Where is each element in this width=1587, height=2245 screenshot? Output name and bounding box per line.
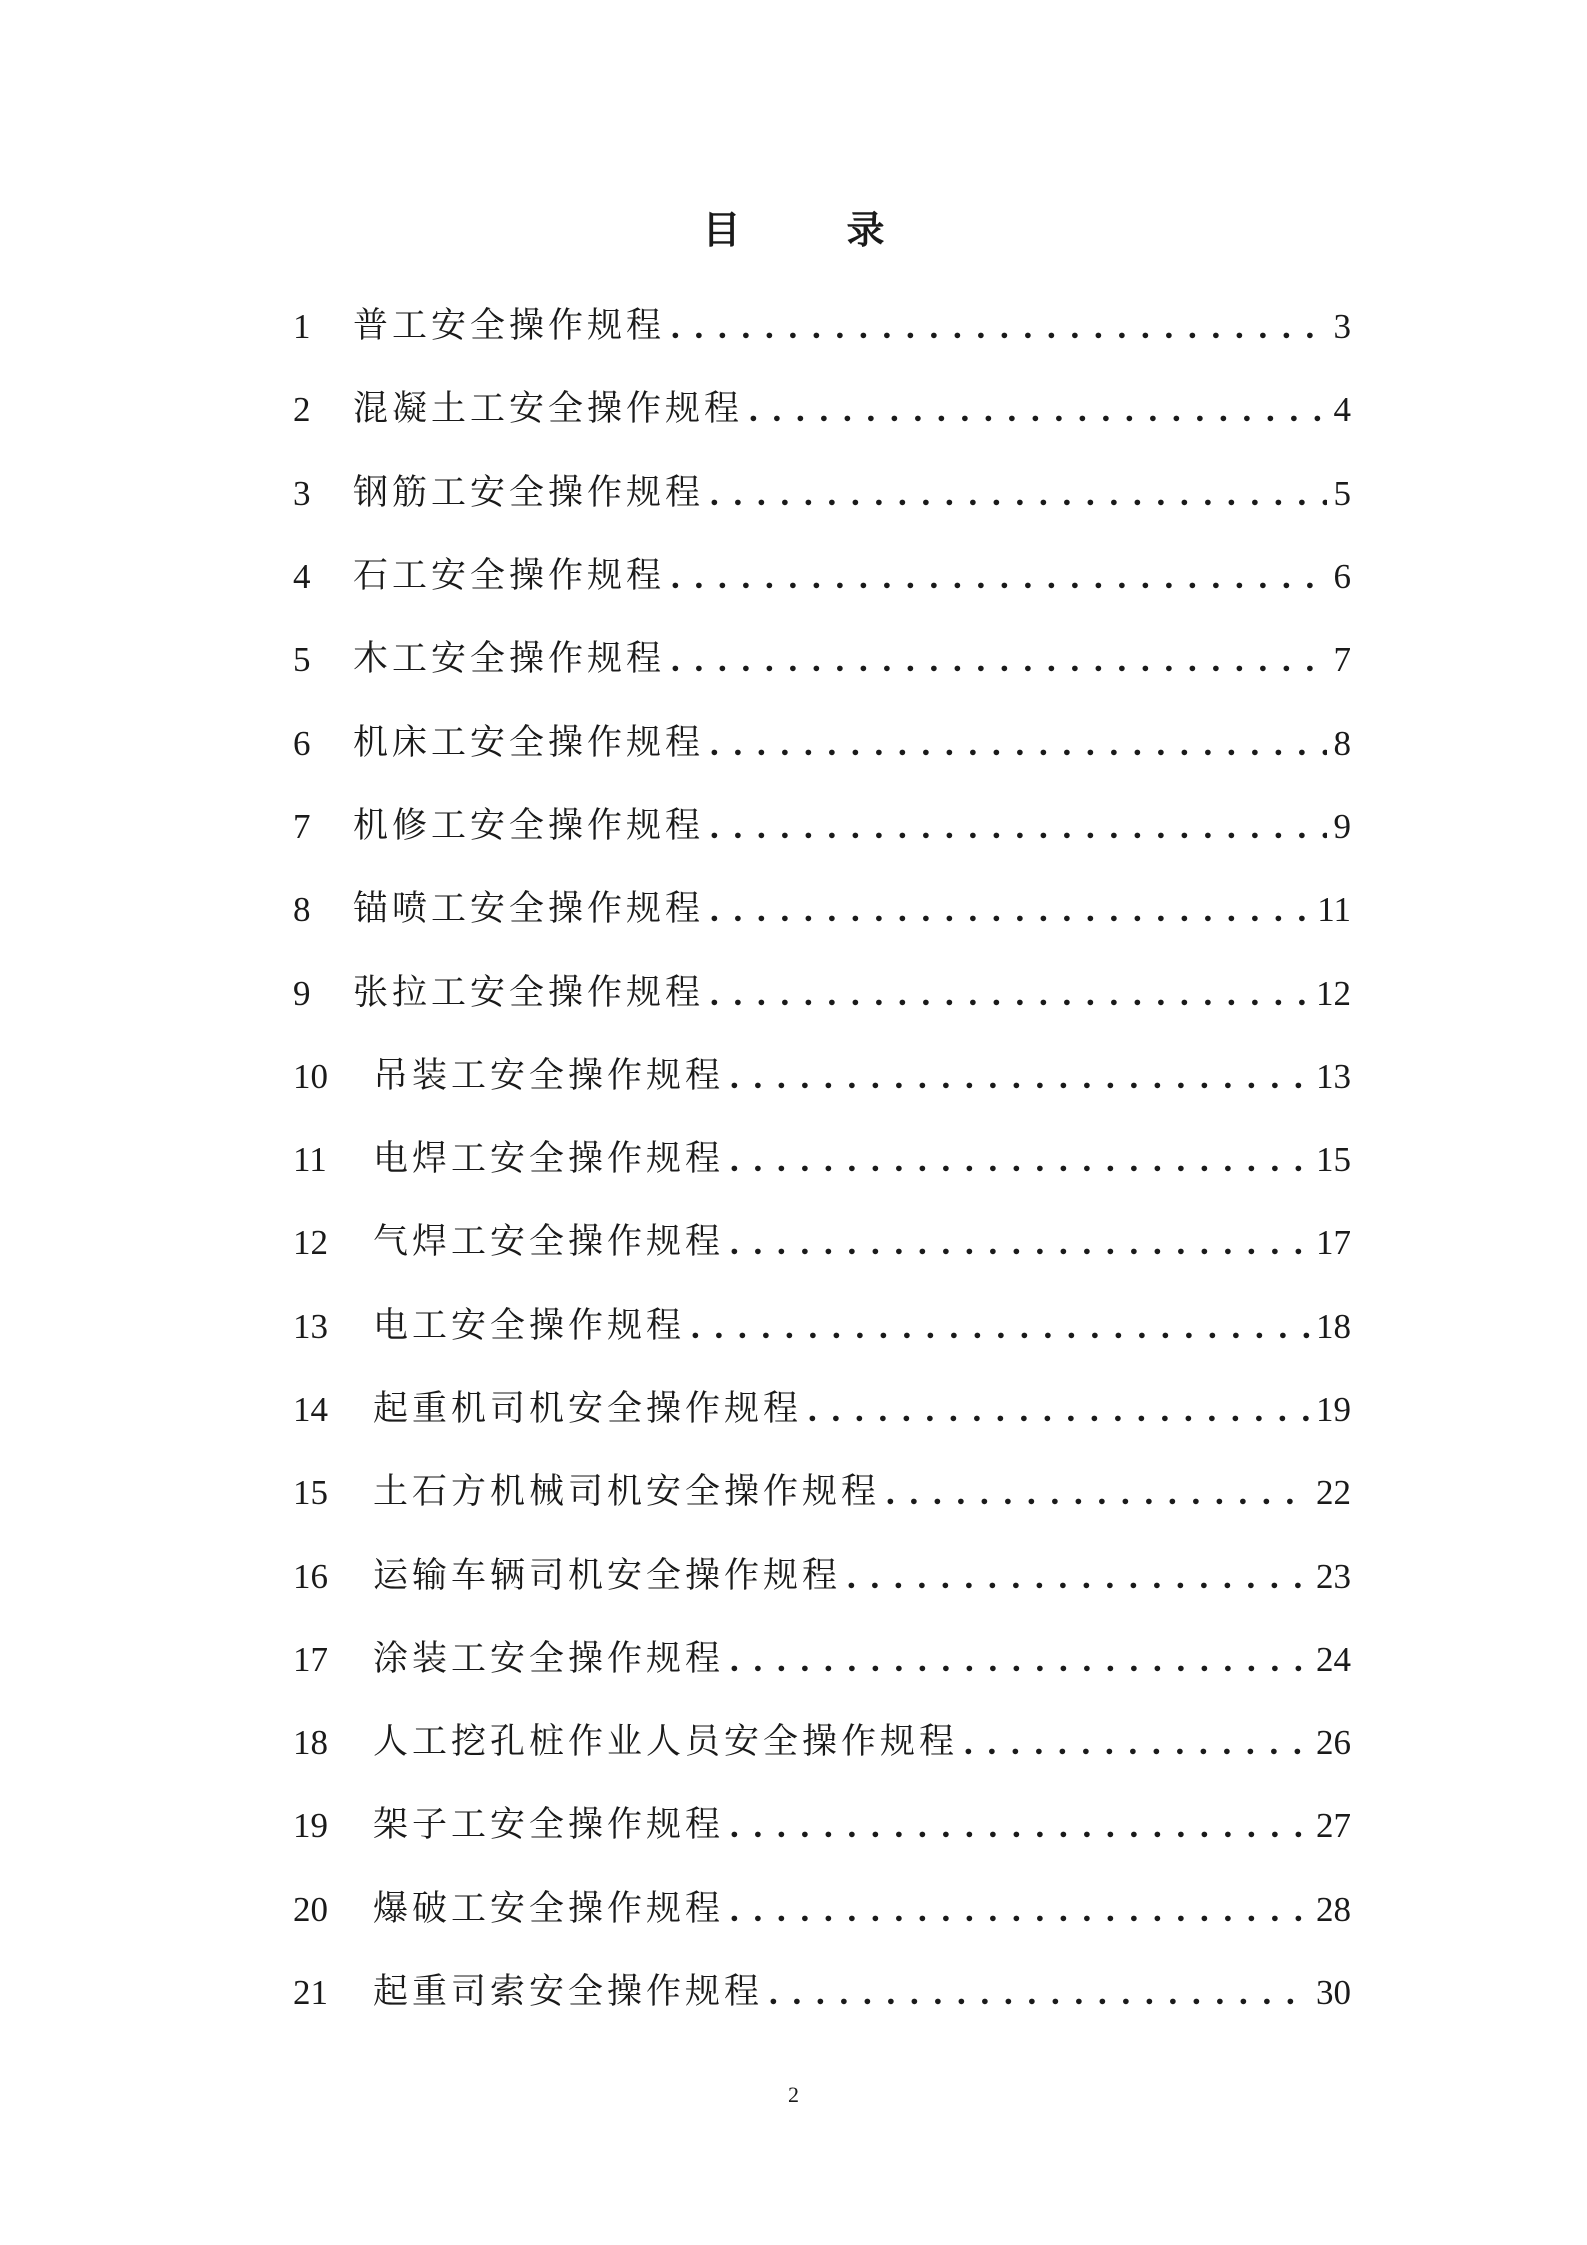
- toc-dot-leader: [710, 702, 1327, 785]
- toc-item-label: 机修工安全操作规程: [353, 805, 705, 846]
- toc-list: [293, 285, 1351, 2034]
- toc-item-page: 26: [1316, 1723, 1351, 1763]
- toc-item-number: 20: [293, 1889, 328, 1929]
- toc-item-number: 10: [293, 1056, 328, 1096]
- toc-item[interactable]: [293, 1701, 1351, 1784]
- toc-dot-leader: [671, 618, 1327, 701]
- toc-item-number: 19: [293, 1806, 328, 1846]
- toc-item-page: 13: [1316, 1056, 1351, 1096]
- toc-item-label: 张拉工安全操作规程: [353, 972, 705, 1013]
- toc-dot-leader: [886, 1451, 1310, 1534]
- toc-item-page: 7: [1333, 640, 1351, 680]
- toc-item-label: 机床工安全操作规程: [353, 722, 705, 763]
- toc-dot-leader: [730, 1118, 1310, 1201]
- toc-item-label: 起重司索安全操作规程: [373, 1972, 764, 2013]
- toc-item-page: 12: [1316, 973, 1351, 1013]
- toc-item-number: 5: [293, 640, 311, 680]
- toc-item-page: 5: [1333, 473, 1351, 513]
- toc-dot-leader: [710, 452, 1327, 535]
- toc-dot-leader: [671, 535, 1327, 618]
- toc-item-number: 14: [293, 1390, 328, 1429]
- toc-item[interactable]: [293, 785, 1351, 868]
- toc-item-page: 27: [1316, 1806, 1351, 1846]
- toc-item-number: 12: [293, 1223, 328, 1263]
- toc-item-number: 18: [293, 1723, 328, 1763]
- toc-item-page: 17: [1316, 1223, 1351, 1263]
- toc-item[interactable]: [293, 1285, 1351, 1368]
- toc-item[interactable]: [293, 868, 1351, 951]
- toc-item-label: 混凝土工安全操作规程: [353, 389, 744, 430]
- toc-item-number: 6: [293, 723, 311, 763]
- toc-item-number: 4: [293, 557, 311, 597]
- toc-item[interactable]: [293, 1451, 1351, 1534]
- toc-item-label: 涂装工安全操作规程: [373, 1638, 725, 1679]
- toc-dot-leader: [808, 1368, 1310, 1451]
- toc-dot-leader: [730, 1784, 1310, 1867]
- toc-dot-leader: [730, 1201, 1310, 1284]
- toc-dot-leader: [691, 1285, 1310, 1368]
- toc-item[interactable]: [293, 1784, 1351, 1867]
- toc-item-page: 28: [1316, 1889, 1351, 1929]
- toc-item-page: 6: [1333, 557, 1351, 597]
- toc-item-page: 11: [1317, 890, 1351, 930]
- toc-item-number: 11: [293, 1140, 327, 1180]
- toc-item-page: 4: [1333, 390, 1351, 430]
- toc-item[interactable]: [293, 701, 1351, 784]
- toc-title: 目 录: [702, 207, 919, 252]
- toc-item[interactable]: [293, 1368, 1351, 1451]
- toc-item[interactable]: [293, 285, 1351, 368]
- toc-item[interactable]: [293, 452, 1351, 535]
- toc-item-label: 起重机司机安全操作规程: [373, 1389, 803, 1429]
- toc-item-number: 8: [293, 890, 311, 930]
- toc-item-label: 普工安全操作规程: [353, 306, 666, 347]
- toc-item[interactable]: [293, 1118, 1351, 1201]
- toc-item-page: 24: [1316, 1639, 1351, 1679]
- toc-item-label: 气焊工安全操作规程: [373, 1222, 725, 1263]
- page-number: 2: [788, 2082, 799, 2107]
- toc-item-number: 3: [293, 473, 311, 513]
- toc-dot-leader: [730, 1618, 1310, 1701]
- toc-item[interactable]: [293, 1534, 1351, 1617]
- toc-item[interactable]: [293, 1035, 1351, 1118]
- toc-item-page: 3: [1333, 307, 1351, 347]
- toc-item-label: 木工安全操作规程: [353, 639, 666, 680]
- toc-item-label: 锚喷工安全操作规程: [353, 889, 705, 930]
- toc-item-label: 爆破工安全操作规程: [373, 1888, 725, 1929]
- toc-dot-leader: [710, 868, 1311, 951]
- toc-item-number: 13: [293, 1306, 328, 1346]
- toc-item-page: 30: [1316, 1973, 1351, 2013]
- toc-dot-leader: [671, 285, 1327, 368]
- toc-item-label: 电焊工安全操作规程: [373, 1139, 725, 1180]
- toc-item-number: 2: [293, 390, 311, 430]
- toc-item-number: 7: [293, 806, 311, 846]
- toc-item-label: 运输车辆司机安全操作规程: [373, 1555, 842, 1596]
- toc-item-page: 22: [1316, 1473, 1351, 1513]
- toc-item-label: 钢筋工安全操作规程: [353, 472, 705, 513]
- toc-item[interactable]: [293, 368, 1351, 451]
- toc-item[interactable]: [293, 535, 1351, 618]
- toc-item[interactable]: [293, 1618, 1351, 1701]
- toc-item-number: 17: [293, 1639, 328, 1679]
- toc-item-number: 16: [293, 1556, 328, 1596]
- toc-item-page: 8: [1333, 723, 1351, 763]
- toc-item-label: 电工安全操作规程: [373, 1305, 686, 1346]
- toc-item-page: 18: [1316, 1306, 1351, 1346]
- toc-item[interactable]: [293, 1951, 1351, 2034]
- toc-item-number: 21: [293, 1973, 328, 2013]
- toc-item-page: 15: [1316, 1140, 1351, 1180]
- toc-item-label: 石工安全操作规程: [353, 556, 666, 597]
- toc-item-number: 1: [293, 307, 311, 347]
- toc-item-page: 19: [1316, 1390, 1351, 1429]
- toc-item[interactable]: [293, 951, 1351, 1034]
- toc-dot-leader: [730, 1035, 1310, 1118]
- toc-item[interactable]: [293, 1201, 1351, 1284]
- toc-item-label: 架子工安全操作规程: [373, 1805, 725, 1846]
- toc-item-label: 吊装工安全操作规程: [373, 1055, 725, 1096]
- toc-item-label: 土石方机械司机安全操作规程: [373, 1472, 881, 1513]
- toc-item-label: 人工挖孔桩作业人员安全操作规程: [373, 1722, 959, 1763]
- toc-dot-leader: [847, 1535, 1310, 1618]
- toc-dot-leader: [769, 1951, 1310, 2034]
- toc-item-number: 9: [293, 973, 311, 1013]
- toc-dot-leader: [710, 952, 1310, 1035]
- toc-dot-leader: [749, 368, 1327, 451]
- toc-item-page: 23: [1316, 1556, 1351, 1596]
- toc-dot-leader: [730, 1868, 1310, 1951]
- toc-dot-leader: [964, 1701, 1310, 1784]
- toc-item[interactable]: [293, 1868, 1351, 1951]
- toc-dot-leader: [710, 785, 1327, 868]
- toc-item-number: 15: [293, 1473, 328, 1513]
- toc-item[interactable]: [293, 618, 1351, 701]
- toc-item-page: 9: [1333, 806, 1351, 846]
